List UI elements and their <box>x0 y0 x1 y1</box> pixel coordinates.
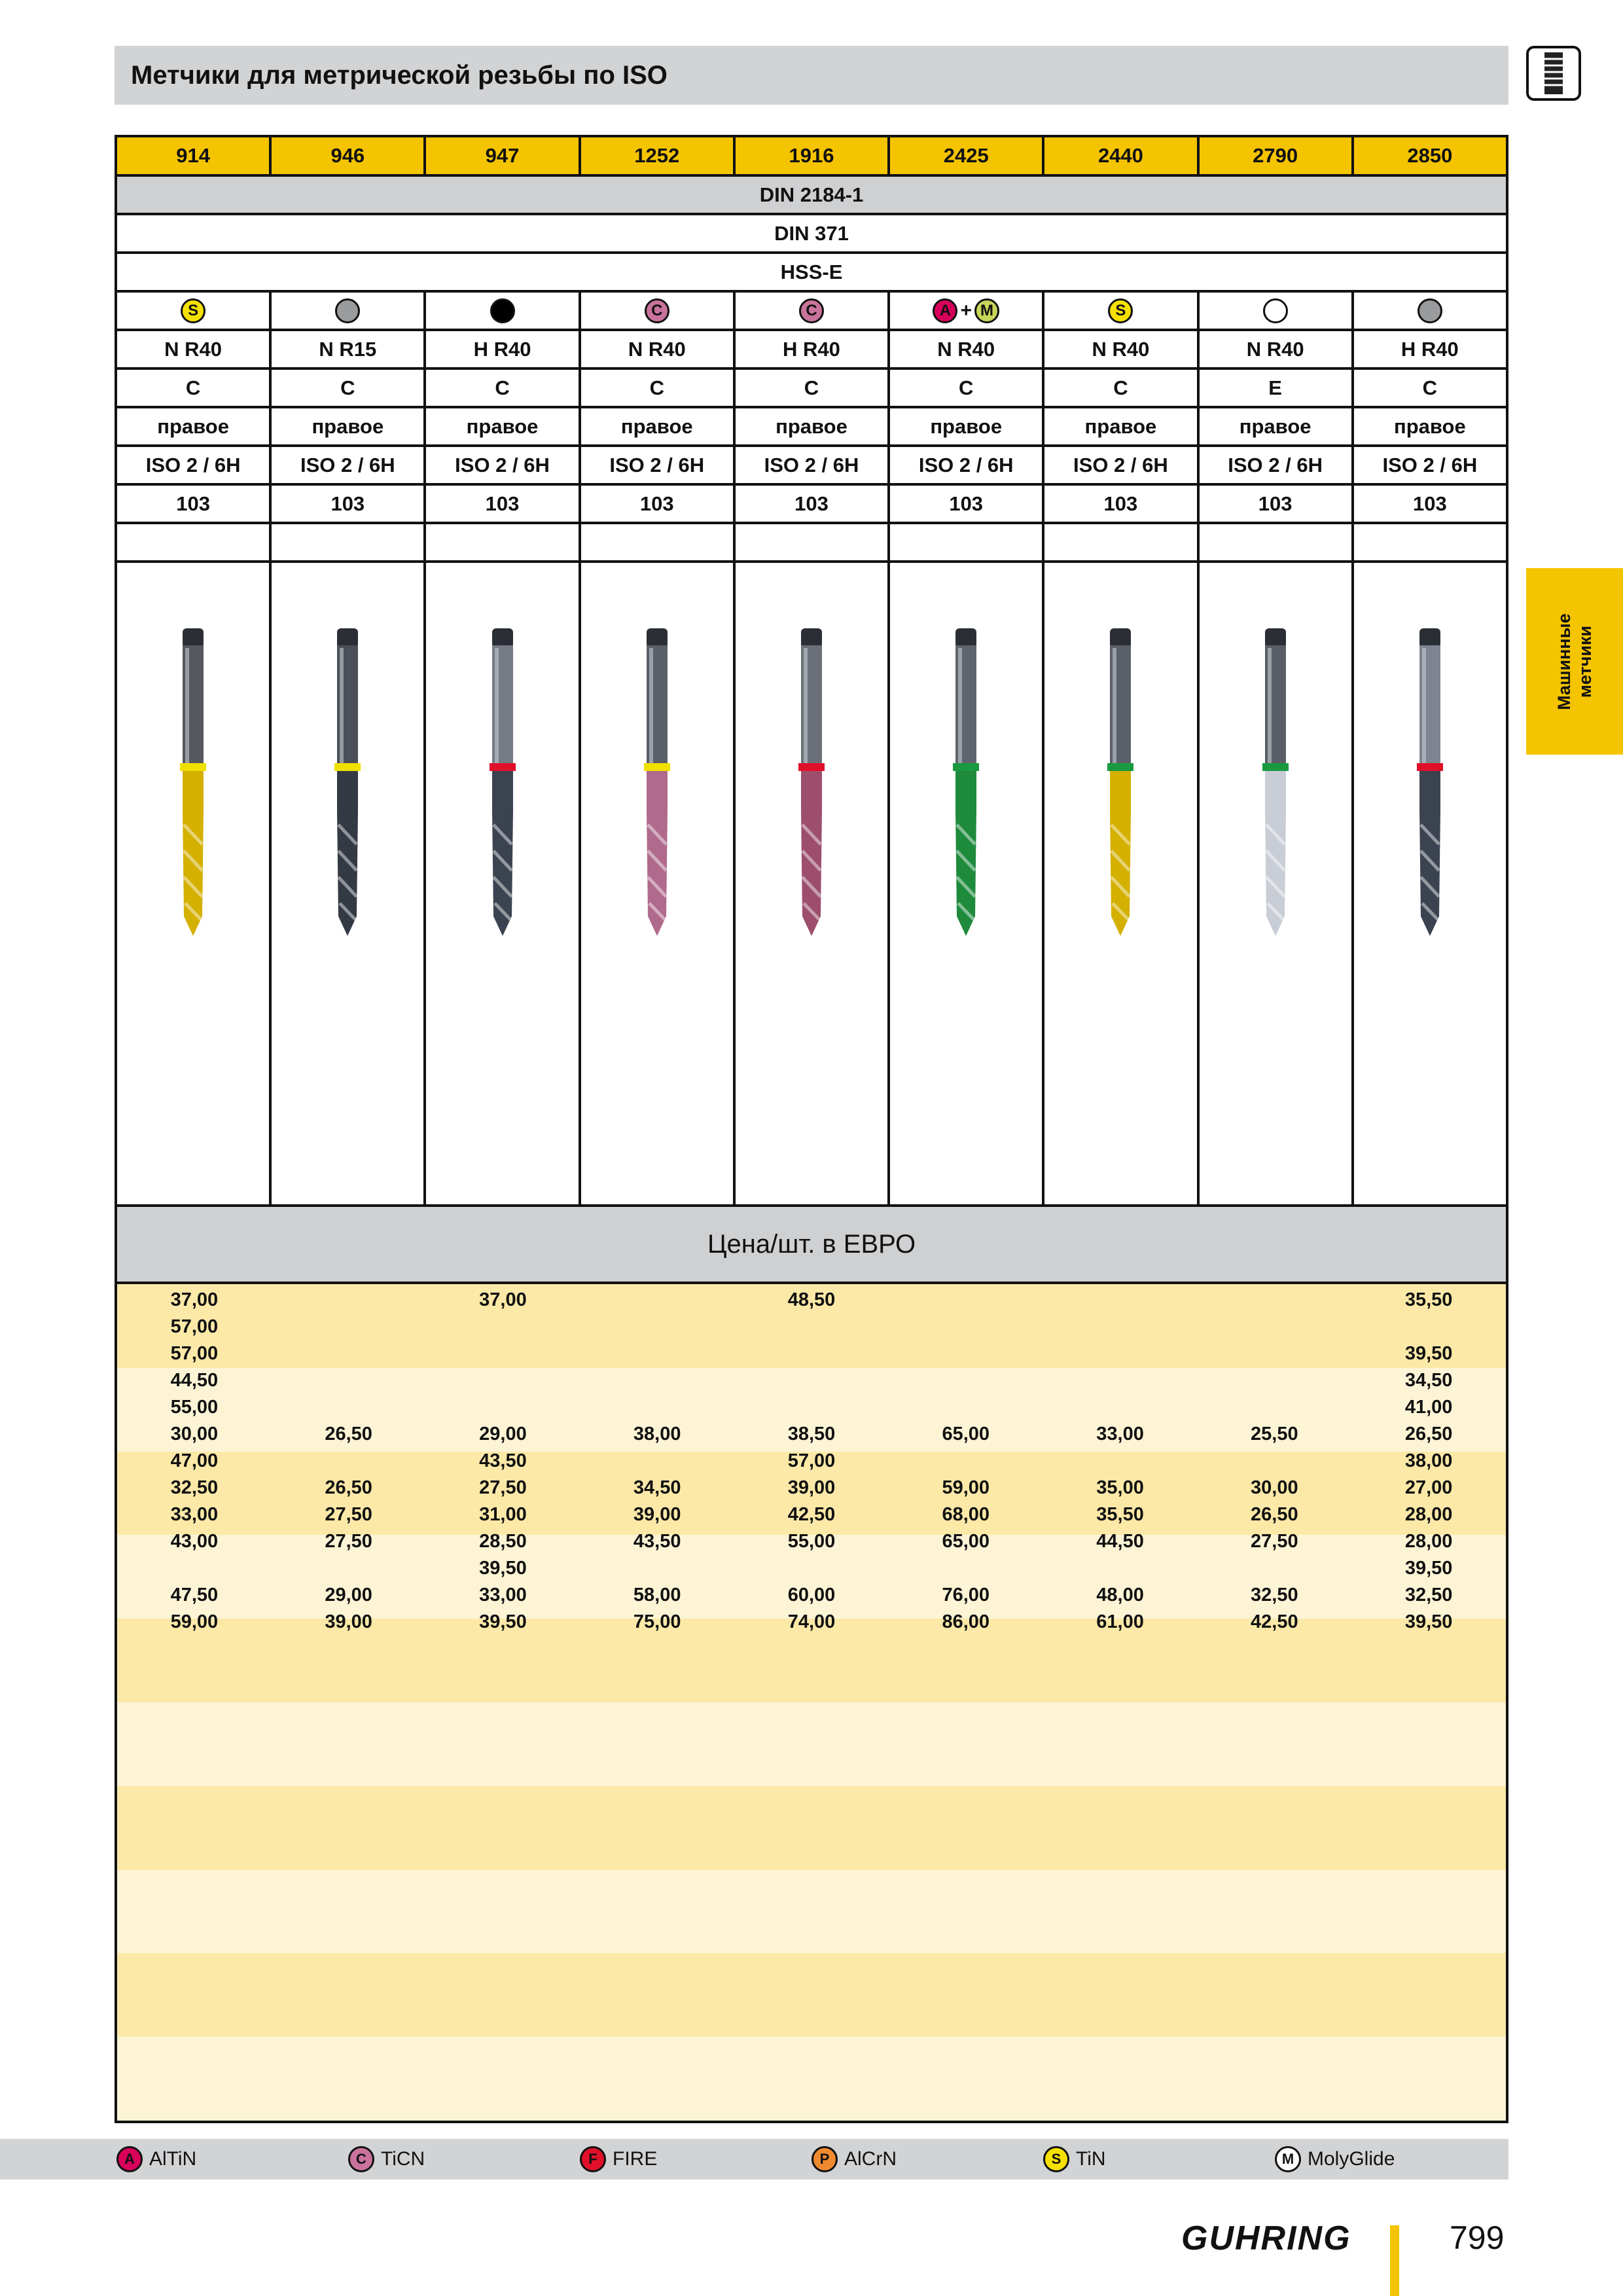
price-value: 30,00 <box>170 1424 219 1444</box>
price-value: 39,00 <box>633 1504 681 1525</box>
price-value: 57,00 <box>170 1343 219 1364</box>
page-ref-cell: 103 <box>176 492 210 515</box>
tap-image-cell <box>579 563 733 1204</box>
price-value: 37,00 <box>170 1289 219 1310</box>
price-value: 39,50 <box>1404 1343 1453 1364</box>
coating-icon: P <box>812 2146 838 2172</box>
price-column <box>272 1287 426 1636</box>
price-value: 75,00 <box>633 1611 681 1632</box>
empty-cell <box>1351 524 1506 560</box>
tap-image <box>328 628 367 956</box>
price-value <box>272 1314 426 1340</box>
price-value <box>272 1287 426 1314</box>
price-value: 27,50 <box>479 1477 527 1498</box>
price-value <box>1043 1314 1198 1340</box>
price-value: 27,50 <box>1251 1531 1298 1552</box>
coating-cell <box>579 293 733 329</box>
price-stripe <box>117 1786 1506 1870</box>
tolerance-cell: ISO 2 / 6H <box>1351 447 1506 483</box>
page-ref-cell: 103 <box>423 486 578 522</box>
price-value: 28,00 <box>1404 1504 1453 1525</box>
standard-din-371: DIN 371 <box>774 221 849 245</box>
direction-cell: правое <box>423 408 578 444</box>
price-value <box>889 1367 1043 1394</box>
price-value: 30,00 <box>1251 1477 1298 1498</box>
page-ref-cell: 103 <box>269 486 423 522</box>
price-value: 28,00 <box>1404 1531 1453 1552</box>
price-value: 44,50 <box>1096 1531 1144 1552</box>
bright-coating-icon <box>1418 298 1442 323</box>
price-value: 35,50 <box>1404 1289 1453 1310</box>
direction-cell: правое <box>579 408 733 444</box>
price-value <box>117 1555 272 1582</box>
tap-image <box>1410 628 1450 956</box>
price-value: 43,50 <box>479 1450 527 1471</box>
price-stripe <box>117 1870 1506 1954</box>
coating-icon: M <box>1275 2146 1301 2172</box>
tap-image-cell <box>1042 563 1196 1204</box>
price-value: 39,50 <box>1404 1558 1453 1579</box>
direction-cell: правое <box>887 408 1042 444</box>
price-value: 27,50 <box>325 1531 372 1552</box>
form-cell: C <box>1351 370 1506 406</box>
altin-coating-icon: A <box>933 298 957 323</box>
empty-cell <box>269 524 423 560</box>
price-value: 28,50 <box>479 1531 527 1552</box>
coating-icon: S <box>1043 2146 1069 2172</box>
standard-row-2 <box>117 215 1506 254</box>
price-value <box>1043 1367 1198 1394</box>
side-tab-label <box>1526 568 1623 755</box>
price-value: 43,50 <box>633 1531 681 1552</box>
legend-item <box>812 2139 897 2179</box>
price-value <box>272 1394 426 1421</box>
price-header: Цена/шт. в ЕВРО <box>707 1229 916 1259</box>
coating-icon: F <box>580 2146 606 2172</box>
form-cell: C <box>579 370 733 406</box>
type-cell: N R15 <box>269 331 423 367</box>
coating-cell: A + M <box>887 293 1042 329</box>
type-cell: H R40 <box>733 331 887 367</box>
form-cell: C <box>269 370 423 406</box>
price-column <box>580 1287 734 1636</box>
article-code: 2850 <box>1351 137 1506 174</box>
type-cell: H R40 <box>1351 331 1506 367</box>
brand-logo: GUHRING <box>1181 2219 1351 2257</box>
tolerance-cell: ISO 2 / 6H <box>733 447 887 483</box>
price-value <box>426 1314 580 1340</box>
tap-image-cell <box>1351 563 1506 1204</box>
direction-cell: правое <box>1197 408 1351 444</box>
price-value <box>580 1340 734 1367</box>
page-ref-cell: 103 <box>887 486 1042 522</box>
price-value: 76,00 <box>942 1585 990 1605</box>
price-value: 41,00 <box>1404 1397 1453 1418</box>
legend-label: MolyGlide <box>1308 2148 1395 2170</box>
price-stripe <box>117 1953 1506 2037</box>
article-code-row <box>117 137 1506 177</box>
price-value <box>1197 1367 1351 1394</box>
type-cell: N R40 <box>579 331 733 367</box>
form-cell: C <box>423 370 578 406</box>
price-value: 27,00 <box>1404 1477 1453 1498</box>
price-value <box>734 1555 889 1582</box>
price-value: 29,00 <box>325 1585 372 1605</box>
type-cell: N R40 <box>887 331 1042 367</box>
price-value: 47,50 <box>170 1585 219 1605</box>
price-stripe <box>117 1702 1506 1786</box>
footer-accent-bar <box>1390 2225 1399 2296</box>
price-value <box>889 1287 1043 1314</box>
page-ref-cell: 103 <box>1197 486 1351 522</box>
price-value <box>580 1555 734 1582</box>
price-value <box>734 1340 889 1367</box>
price-column <box>1351 1287 1506 1636</box>
tap-image <box>483 628 522 956</box>
side-tab-line1: Машинные <box>1554 613 1574 710</box>
price-value <box>1197 1555 1351 1582</box>
price-value: 59,00 <box>170 1611 219 1632</box>
price-value <box>1197 1448 1351 1475</box>
price-value <box>734 1367 889 1394</box>
price-value: 39,00 <box>325 1611 372 1632</box>
price-value: 74,00 <box>787 1611 836 1632</box>
direction-cell: правое <box>269 408 423 444</box>
tap-image-cell <box>733 563 887 1204</box>
price-column <box>426 1287 580 1636</box>
form-cell: C <box>1042 370 1196 406</box>
article-code: 1916 <box>733 137 887 174</box>
price-value <box>1351 1314 1506 1340</box>
empty-cell <box>423 524 578 560</box>
price-value <box>580 1287 734 1314</box>
price-value: 26,50 <box>325 1424 372 1444</box>
price-value: 60,00 <box>787 1585 836 1605</box>
side-tab-line2: метчики <box>1575 625 1595 698</box>
coating-cell <box>1197 293 1351 329</box>
type-cell: H R40 <box>423 331 578 367</box>
price-value: 48,50 <box>787 1289 836 1310</box>
tap-image <box>1256 628 1295 956</box>
price-value: 35,50 <box>1096 1504 1144 1525</box>
page-number: 799 <box>1450 2219 1505 2256</box>
price-value <box>1043 1340 1198 1367</box>
price-value: 34,50 <box>633 1477 681 1498</box>
legend-item <box>1043 2139 1106 2179</box>
legend-item <box>116 2139 196 2179</box>
tap-image <box>946 628 986 956</box>
price-value: 44,50 <box>170 1370 219 1391</box>
price-value: 26,50 <box>1404 1424 1453 1444</box>
page-ref-cell: 103 <box>579 486 733 522</box>
type-cell: N R40 <box>1042 331 1196 367</box>
tolerance-cell: ISO 2 / 6H <box>269 447 423 483</box>
type-cell: N R40 <box>1197 331 1351 367</box>
price-value <box>1197 1314 1351 1340</box>
price-value: 39,50 <box>479 1611 527 1632</box>
price-value <box>272 1367 426 1394</box>
price-column <box>1043 1287 1198 1636</box>
empty-cell <box>579 524 733 560</box>
empty-cell <box>1197 524 1351 560</box>
tap-image-cell <box>887 563 1042 1204</box>
page-title: Метчики для метрической резьбы по ISO <box>131 61 668 90</box>
tap-image <box>637 628 677 956</box>
price-value: 39,50 <box>479 1558 527 1579</box>
coating-cell <box>269 293 423 329</box>
price-value: 65,00 <box>942 1424 990 1444</box>
standard-row-1 <box>117 177 1506 215</box>
tap-section-icon <box>1525 45 1582 102</box>
tap-image <box>792 628 831 956</box>
tap-image-cell <box>423 563 578 1204</box>
article-code: 914 <box>176 144 210 167</box>
product-table <box>115 135 1508 2123</box>
empty-cell <box>887 524 1042 560</box>
price-value <box>889 1448 1043 1475</box>
price-column <box>117 1287 272 1636</box>
price-value <box>426 1367 580 1394</box>
price-value: 57,00 <box>170 1316 219 1337</box>
price-value <box>889 1394 1043 1421</box>
price-value: 58,00 <box>633 1585 681 1605</box>
empty-cell <box>733 524 887 560</box>
oxide-coating-icon <box>490 298 515 323</box>
price-value: 39,00 <box>787 1477 836 1498</box>
tolerance-cell: ISO 2 / 6H <box>579 447 733 483</box>
legend-label: TiN <box>1076 2148 1106 2170</box>
tap-image-cell <box>1197 563 1351 1204</box>
ticn-coating-icon: C <box>645 298 669 323</box>
type-row <box>117 331 1506 370</box>
price-value <box>734 1394 889 1421</box>
price-value: 33,00 <box>170 1504 219 1525</box>
price-header-row <box>117 1207 1506 1284</box>
price-value: 29,00 <box>479 1424 527 1444</box>
material-label: HSS-E <box>780 260 843 283</box>
price-value: 32,50 <box>1404 1585 1453 1605</box>
coating-cell <box>1351 293 1506 329</box>
price-column <box>1197 1287 1351 1636</box>
price-value <box>426 1340 580 1367</box>
empty-cell <box>1042 524 1196 560</box>
price-value <box>580 1448 734 1475</box>
direction-cell: правое <box>733 408 887 444</box>
article-code: 946 <box>269 137 423 174</box>
form-cell: C <box>733 370 887 406</box>
coating-cell <box>733 293 887 329</box>
tolerance-cell: ISO 2 / 6H <box>1197 447 1351 483</box>
price-value: 42,50 <box>1251 1611 1298 1632</box>
article-code: 2790 <box>1197 137 1351 174</box>
price-value <box>580 1394 734 1421</box>
article-code: 947 <box>423 137 578 174</box>
page-ref-cell: 103 <box>1042 486 1196 522</box>
price-value: 32,50 <box>1251 1585 1298 1605</box>
direction-cell: правое <box>1042 408 1196 444</box>
price-value: 26,50 <box>325 1477 372 1498</box>
price-value <box>272 1555 426 1582</box>
price-value: 38,00 <box>633 1424 681 1444</box>
price-value <box>1043 1287 1198 1314</box>
form-cell: C <box>887 370 1042 406</box>
price-value <box>1197 1394 1351 1421</box>
ticn-coating-icon: C <box>799 298 824 323</box>
tap-image-row <box>117 563 1506 1207</box>
tap-image-cell <box>117 563 269 1204</box>
price-value: 59,00 <box>942 1477 990 1498</box>
uncoated-icon <box>1263 298 1288 323</box>
tolerance-row <box>117 447 1506 486</box>
price-value <box>426 1394 580 1421</box>
tolerance-cell: ISO 2 / 6H <box>145 453 241 476</box>
type-cell: N R40 <box>164 337 223 361</box>
price-value: 34,50 <box>1404 1370 1453 1391</box>
molyglide-coating-icon: M <box>974 298 999 323</box>
price-value <box>272 1340 426 1367</box>
coating-row <box>117 293 1506 331</box>
tin-coating-icon: S <box>181 298 205 323</box>
price-value <box>580 1314 734 1340</box>
price-value: 55,00 <box>787 1531 836 1552</box>
price-value <box>1043 1555 1198 1582</box>
coating-icon: C <box>348 2146 374 2172</box>
direction-row <box>117 408 1506 447</box>
legend-label: FIRE <box>613 2148 658 2170</box>
page-ref-cell: 103 <box>733 486 887 522</box>
price-value: 37,00 <box>479 1289 527 1310</box>
price-value <box>1197 1340 1351 1367</box>
price-value <box>580 1367 734 1394</box>
price-value: 39,50 <box>1404 1611 1453 1632</box>
coating-cell <box>1042 293 1196 329</box>
standard-din-2184: DIN 2184-1 <box>759 183 864 206</box>
tolerance-cell: ISO 2 / 6H <box>1042 447 1196 483</box>
price-value <box>272 1448 426 1475</box>
tolerance-cell: ISO 2 / 6H <box>887 447 1042 483</box>
price-value: 32,50 <box>170 1477 219 1498</box>
legend-label: AlCrN <box>844 2148 897 2170</box>
price-value: 61,00 <box>1096 1611 1144 1632</box>
price-value: 27,50 <box>325 1504 372 1525</box>
legend-item <box>348 2139 425 2179</box>
price-value <box>1043 1448 1198 1475</box>
price-value <box>734 1314 889 1340</box>
price-value: 38,50 <box>787 1424 836 1444</box>
empty-row <box>117 524 1506 563</box>
price-value: 33,00 <box>1096 1424 1144 1444</box>
bright-coating-icon <box>335 298 360 323</box>
price-column <box>889 1287 1043 1636</box>
article-code: 1252 <box>579 137 733 174</box>
legend-label: AlTiN <box>149 2148 197 2170</box>
empty-cell <box>117 524 269 560</box>
price-value: 65,00 <box>942 1531 990 1552</box>
price-column <box>734 1287 889 1636</box>
direction-cell: правое <box>157 414 229 438</box>
price-value <box>889 1340 1043 1367</box>
price-value: 43,00 <box>170 1531 219 1552</box>
article-code: 2425 <box>887 137 1042 174</box>
price-value: 33,00 <box>479 1585 527 1605</box>
material-row <box>117 254 1506 293</box>
tolerance-cell: ISO 2 / 6H <box>423 447 578 483</box>
price-value: 25,50 <box>1251 1424 1298 1444</box>
tap-image-cell <box>269 563 423 1204</box>
direction-cell: правое <box>1351 408 1506 444</box>
price-value <box>1197 1287 1351 1314</box>
price-value: 31,00 <box>479 1504 527 1525</box>
price-value: 68,00 <box>942 1504 990 1525</box>
tap-image <box>173 628 213 956</box>
legend-item <box>1275 2139 1395 2179</box>
price-value <box>889 1314 1043 1340</box>
price-value: 26,50 <box>1251 1504 1298 1525</box>
price-body <box>117 1284 1506 2121</box>
price-value: 55,00 <box>170 1397 219 1418</box>
legend-item <box>580 2139 657 2179</box>
price-value: 47,00 <box>170 1450 219 1471</box>
article-code: 2440 <box>1042 137 1196 174</box>
price-value: 48,00 <box>1096 1585 1144 1605</box>
legend-label: TiCN <box>381 2148 425 2170</box>
page-ref-row <box>117 486 1506 524</box>
tap-image <box>1101 628 1140 956</box>
page-ref-cell: 103 <box>1351 486 1506 522</box>
price-stripe <box>117 2037 1506 2121</box>
form-cell: E <box>1197 370 1351 406</box>
coating-cell <box>423 293 578 329</box>
price-value: 57,00 <box>787 1450 836 1471</box>
tin-coating-icon: S <box>1108 298 1133 323</box>
price-value: 42,50 <box>787 1504 836 1525</box>
price-value: 38,00 <box>1404 1450 1453 1471</box>
coating-cell <box>117 293 269 329</box>
price-value <box>889 1555 1043 1582</box>
price-value: 35,00 <box>1096 1477 1144 1498</box>
form-row <box>117 370 1506 408</box>
price-value: 86,00 <box>942 1611 990 1632</box>
coating-icon: A <box>116 2146 143 2172</box>
form-cell: C <box>185 376 201 399</box>
price-value <box>1043 1394 1198 1421</box>
